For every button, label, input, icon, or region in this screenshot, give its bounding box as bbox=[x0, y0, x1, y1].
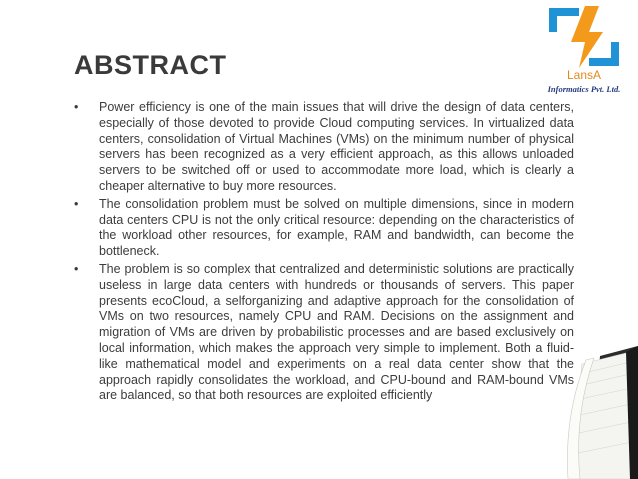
bullet-marker: • bbox=[74, 100, 79, 114]
slide-title: ABSTRACT bbox=[74, 50, 227, 80]
bullet-text: Power efficiency is one of the main issues that will drive the design of data centers, especially of those devoted to provide Cloud computing services. In virtualized data centers, consolidation of Virtual Machines (VMs) on the minimum number of physical servers has been recognized as a very efficient approach, as this allows unloaded servers to be switched off or used to accommodate more load, which is clearly a cheaper alternative to buy more resources. bbox=[99, 100, 574, 193]
bullet-text: The problem is so complex that centralized and deterministic solutions are practically useless in large data centers with hundreds or thousands of servers. This paper presents ecoCloud, a selforganizing and adaptive approach for the consolidation of VMs on two resources, namely CPU and RAM. Decisions on the assignment and migration of VMs are driven by probabilistic processes and are based exclusively on local information, which makes the approach very simple to implement. Both a fluid-like mathematical model and experiments on a real data center show that the approach rapidly consolidates the workload, and CPU-bound and RAM-bound VMs are balanced, so that both resources are exploited efficiently bbox=[99, 261, 574, 403]
logo-tagline: Informatics Pvt. Ltd. bbox=[547, 84, 621, 94]
logo-name: LansA bbox=[566, 68, 602, 82]
bullet-marker: • bbox=[74, 261, 79, 276]
bullet-marker: • bbox=[74, 196, 79, 211]
book-pages-icon bbox=[560, 346, 638, 479]
bullet-list bbox=[74, 100, 574, 406]
company-logo bbox=[536, 2, 632, 102]
lightning-bolt-logo-icon bbox=[539, 2, 629, 72]
bullet-item-power-efficiency bbox=[74, 100, 574, 195]
bullet-item-consolidation-problem bbox=[74, 197, 574, 260]
bullet-item-ecocloud bbox=[74, 262, 574, 404]
bullet-text: The consolidation problem must be solved on multiple dimensions, since in modern data centers CPU is not the only critical resource: depending on the characteristics of the workload other resources, for example, RAM and bandwidth, can become the bottleneck. bbox=[99, 196, 574, 259]
